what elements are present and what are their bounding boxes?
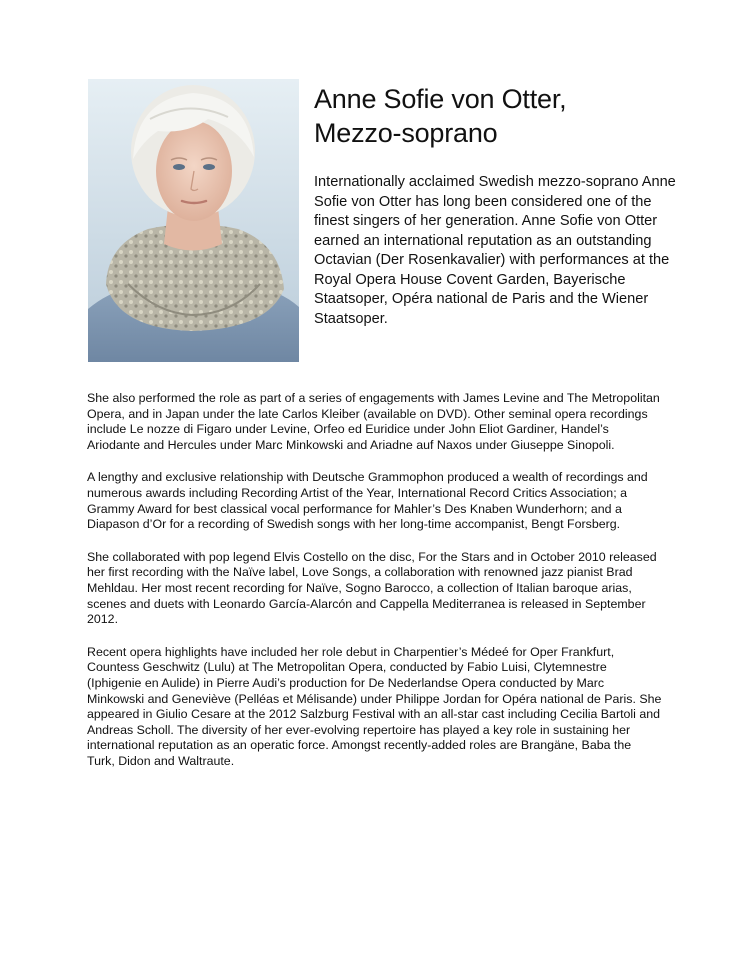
biography-paragraph: A lengthy and exclusive relationship with Deutsche Grammophon produced a wealth of recordings and numerous awards including Recording Artist of the Year, International Record Critics Association; a Grammy Award for best classical vocal performance for Mahler’s Des Knaben Wunderhorn; and a Diapason d’Or for a recording of Swedish songs with her long-time accompanist, Bengt Forsberg. <box>87 470 648 532</box>
biography-body <box>87 391 662 786</box>
title-line-name: Anne Sofie von Otter, <box>314 84 567 114</box>
intro-paragraph: Internationally acclaimed Swedish mezzo-soprano Anne Sofie von Otter has long been considered one of the finest singers of her generation. Anne Sofie von Otter earned an international reputation as an outstanding Octavian (Der Rosenkavalier) with performances at the Royal Opera House Covent Garden, Bayerische Staatsoper, Opéra national de Paris and the Wiener Staatsoper. <box>314 174 676 327</box>
portrait-photo <box>88 79 299 362</box>
biography-paragraph: Recent opera highlights have included her role debut in Charpentier’s Médeé for Oper Frankfurt, Countess Geschwitz (Lulu) at The Metropolitan Opera, conducted by Fabio Luisi, Clytemnestre (Iphigenie en Aulide) in Pierre Audi’s production for De Nederlandse Opera conducted by Marc Minkowski and Geneviève (Pelléas et Mélisande) under Philippe Jordan for Opéra national de Paris. She appeared in Giulio Cesare at the 2012 Salzburg Festival with an all-star cast including Cecilia Bartoli and Andreas Scholl. The diversity of her ever-evolving repertoire has played a key role in sustaining her international reputation as an operatic force. Amongst recently-added roles are Brangäne, Baba the Turk, Didon and Waltraute. <box>87 644 662 768</box>
biography-paragraph: She also performed the role as part of a series of engagements with James Levine and The Metropolitan Opera, and in Japan under the late Carlos Kleiber (available on DVD). Other seminal opera recordings include Le nozze di Figaro under Levine, Orfeo ed Euridice under John Eliot Gardiner, Handel’s Ariodante and Hercules under Marc Minkowski and Ariadne auf Naxos under Giuseppe Sinopoli. <box>87 391 660 452</box>
biography-paragraph: She collaborated with pop legend Elvis Costello on the disc, For the Stars and in October 2010 released her first recording with the Naïve label, Love Songs, a collaboration with renowned jazz pianist Brad Mehldau. Her most recent recording for Naïve, Sogno Barocco, a collection of Italian baroque arias, scenes and duets with Leonardo García-Alarcón and Cappella Mediterranea is released in September 2012. <box>87 549 657 627</box>
title-line-voice-type: Mezzo-soprano <box>314 118 498 148</box>
page-title <box>314 82 714 150</box>
